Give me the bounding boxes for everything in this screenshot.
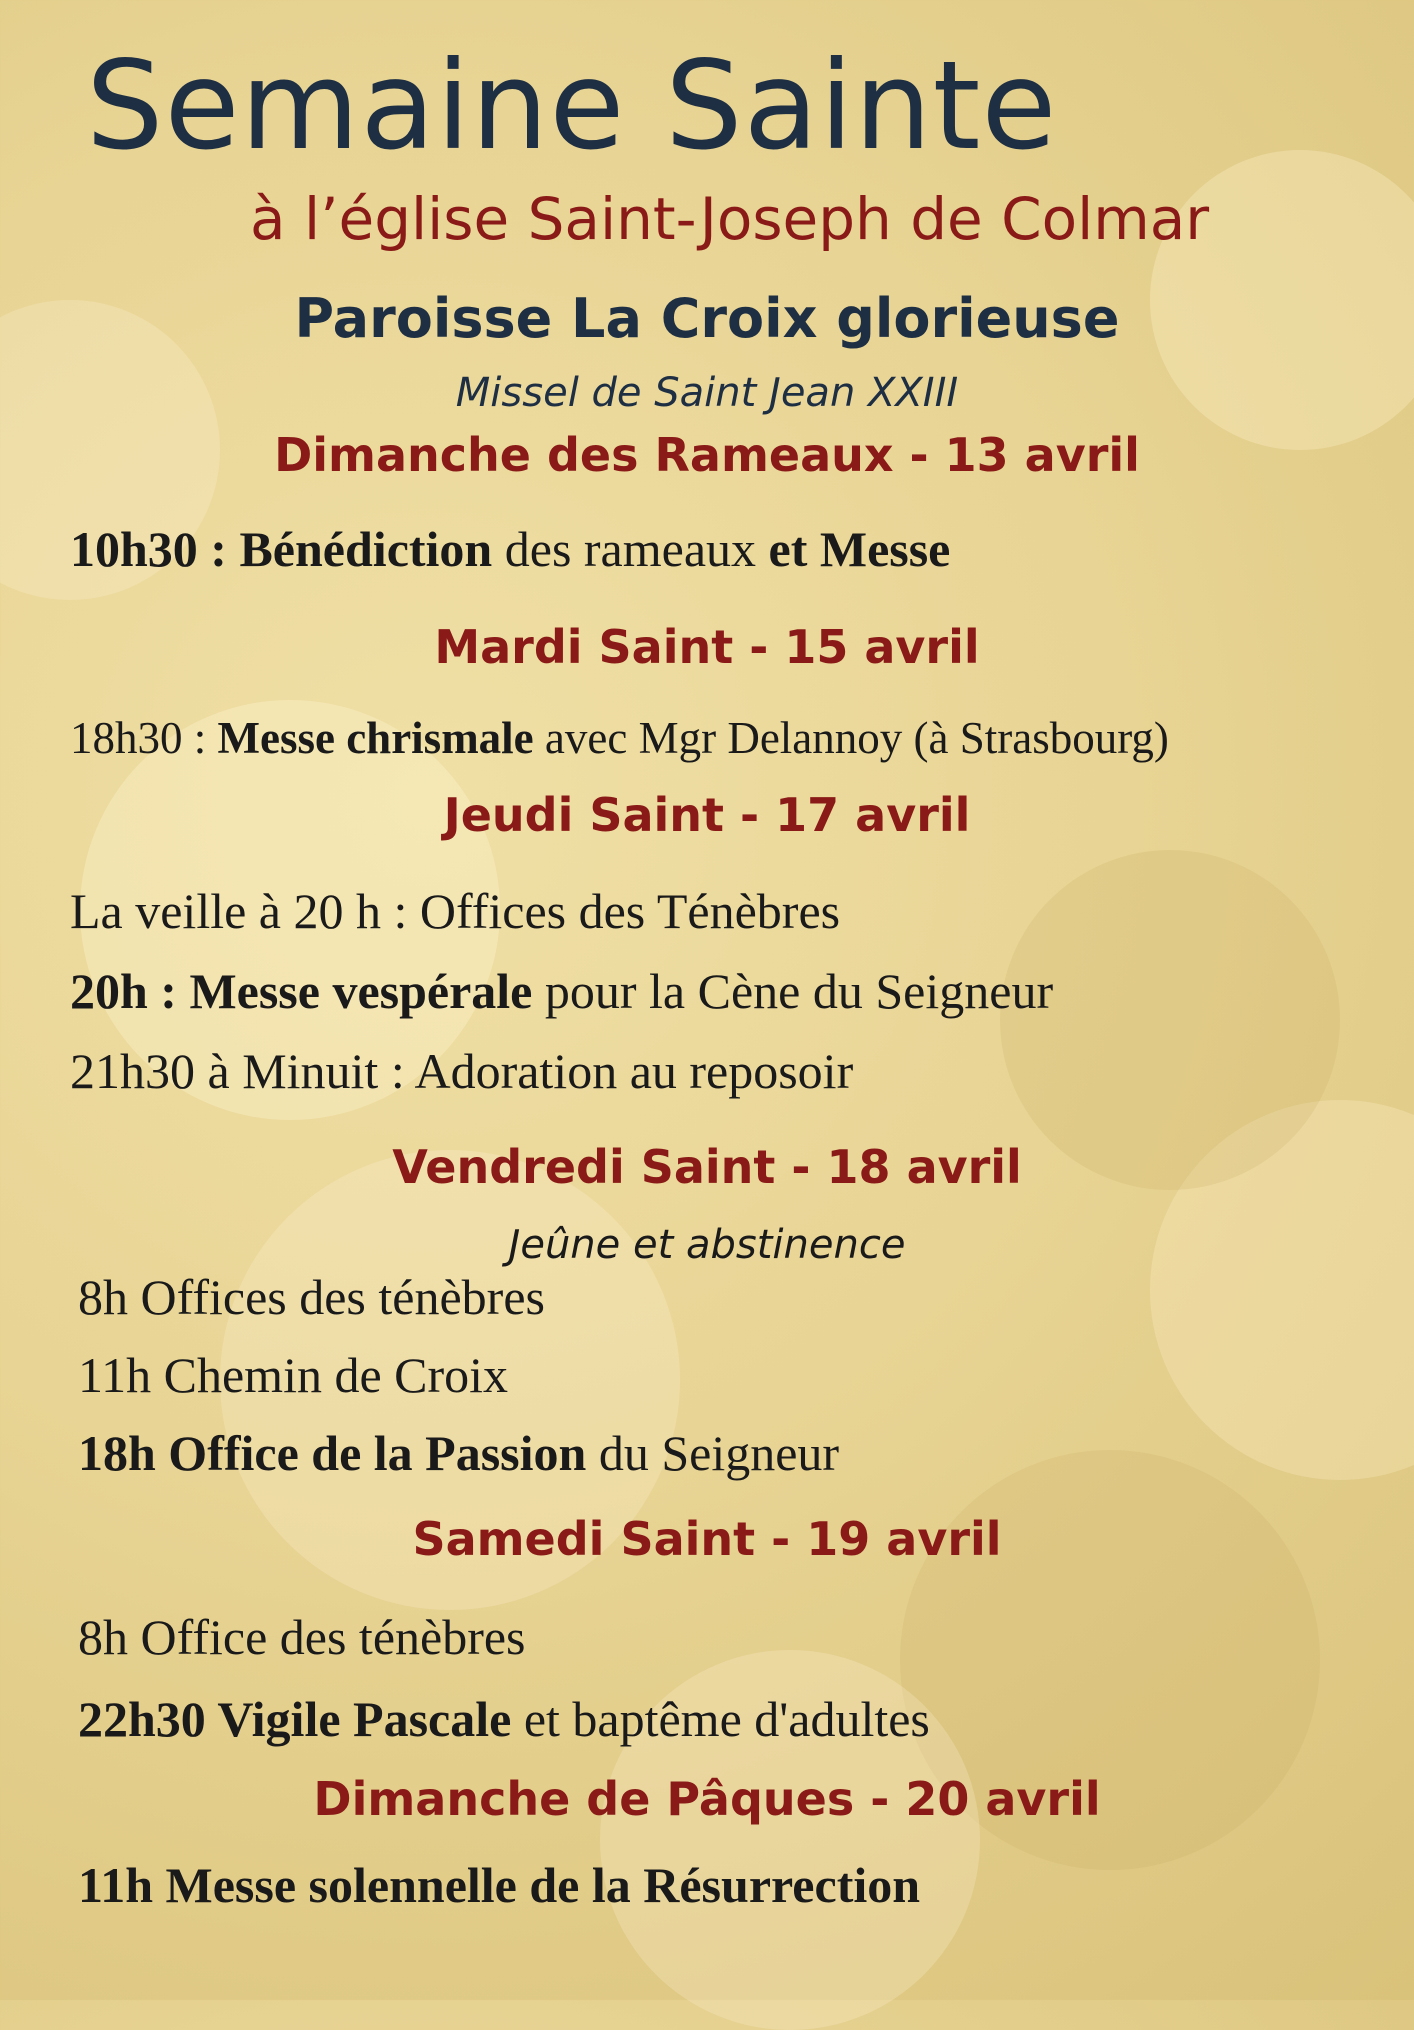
schedule-line	[70, 962, 1053, 1020]
schedule-line-bold: 18h Office de la Passion	[78, 1425, 587, 1481]
schedule-line	[78, 1690, 930, 1748]
schedule-line	[78, 1268, 545, 1326]
bokeh-light	[1000, 850, 1340, 1190]
day-heading-rameaux: Dimanche des Rameaux - 13 avril	[274, 428, 1140, 482]
day-heading-jeudi: Jeudi Saint - 17 avril	[443, 788, 971, 842]
day-heading-vendredi: Vendredi Saint - 18 avril	[392, 1140, 1022, 1194]
schedule-line-bold: 10h30 : Bénédiction	[70, 521, 493, 577]
schedule-line	[78, 1346, 508, 1404]
schedule-line-text: La veille à 20 h : Offices des Ténèbres	[70, 883, 841, 939]
schedule-line-bold: 22h30 Vigile Pascale	[78, 1691, 512, 1747]
schedule-line-text: pour la Cène du Seigneur	[532, 963, 1054, 1019]
day-heading-mardi: Mardi Saint - 15 avril	[434, 620, 980, 674]
schedule-line	[70, 712, 1169, 764]
schedule-line-text: 11h Chemin de Croix	[78, 1347, 509, 1403]
day-heading-samedi: Samedi Saint - 19 avril	[412, 1512, 1002, 1566]
parish-name: Paroisse La Croix glorieuse	[294, 287, 1120, 350]
fasting-note: Jeûne et abstinence	[508, 1222, 906, 1268]
schedule-line-bold: et Messe	[768, 521, 951, 577]
schedule-line	[70, 1042, 853, 1100]
schedule-line-text: des rameaux	[492, 521, 769, 577]
schedule-line-bold: 20h : Messe vespérale	[70, 963, 533, 1019]
schedule-line	[78, 1424, 839, 1482]
page-title: Semaine Sainte	[86, 35, 1058, 177]
schedule-line-text: 8h Offices des ténèbres	[78, 1269, 545, 1325]
schedule-line-text: 8h Office des ténèbres	[78, 1609, 526, 1665]
missal-note: Missel de Saint Jean XXIII	[455, 370, 959, 416]
schedule-line-text: du Seigneur	[586, 1425, 840, 1481]
schedule-line	[78, 1856, 920, 1914]
page-subtitle: à l’église Saint-Joseph de Colmar	[250, 185, 1210, 253]
schedule-line-text: avec Mgr Delannoy (à Strasbourg)	[533, 713, 1169, 763]
schedule-line-bold: Messe chrismale	[217, 713, 534, 763]
schedule-line	[78, 1608, 526, 1666]
schedule-line	[70, 520, 950, 578]
day-heading-paques: Dimanche de Pâques - 20 avril	[313, 1772, 1101, 1826]
schedule-line-text: et baptême d'adultes	[511, 1691, 930, 1747]
schedule-line-text: 18h30 :	[70, 713, 218, 763]
schedule-line-text: 21h30 à Minuit : Adoration au reposoir	[70, 1043, 854, 1099]
schedule-line	[70, 882, 840, 940]
schedule-line-bold: 11h Messe solennelle de la Résurrection	[78, 1857, 921, 1913]
